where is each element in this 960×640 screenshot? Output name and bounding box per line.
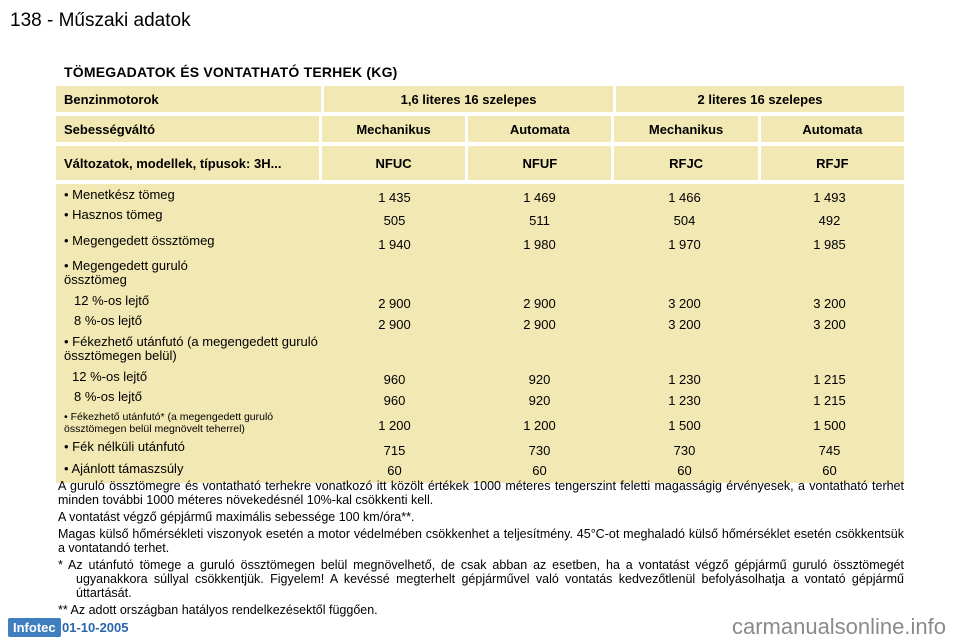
row-label: • Fékezhető utánfutó* (a megengedett guruló össztömegen belül megnövelt teherrel)	[64, 411, 274, 435]
note-footnote-2: ** Az adott országban hatályos rendelkezésektől függően.	[58, 603, 378, 617]
head-gearbox-3: Mechanikus	[611, 116, 757, 142]
table-row	[56, 187, 904, 207]
table-row	[56, 293, 904, 313]
table-row	[56, 207, 904, 233]
row-value: 1 500	[813, 417, 846, 433]
table-row	[56, 233, 904, 255]
row-value: 60	[677, 462, 692, 478]
head-engine-20: 2 literes 16 szelepes	[613, 86, 904, 112]
head-engine-label: Benzinmotorok	[64, 91, 159, 107]
row-value: 920	[528, 392, 551, 408]
head-variant-2: NFUF	[465, 146, 611, 180]
row-value: 1 500	[668, 417, 701, 433]
row-value: 1 466	[668, 189, 701, 205]
head-variant-3: RFJC	[611, 146, 757, 180]
head-gearbox-2: Automata	[465, 116, 611, 142]
row-value: 60	[532, 462, 547, 478]
note-temperature: Magas külső hőmérsékleti viszonyok esetén a motor védelmében csökkenhet a teljesítmény. 45°C-ot meghaladó külső hőmérséklet esetén csökkentsük a vontatandó terhet.	[58, 527, 904, 555]
table-row	[56, 313, 904, 335]
row-label: • Fékezhető utánfutó (a megengedett guruló össztömegen belül)	[64, 334, 318, 363]
edition-date: 01-10-2005	[62, 620, 129, 635]
head-gearbox-label: Sebességváltó	[64, 121, 156, 137]
row-label: 8 %-os lejtő	[74, 389, 142, 404]
footer	[6, 614, 956, 640]
row-value: 1 940	[378, 236, 411, 252]
head-gearbox-1: Mechanikus	[319, 116, 465, 142]
table-body	[56, 184, 904, 483]
table-head-row-engine	[56, 86, 904, 112]
row-value: 2 900	[523, 295, 556, 311]
row-label: • Ajánlott támaszsúly	[64, 461, 184, 476]
row-value: 2 900	[378, 316, 411, 332]
row-value: 492	[818, 212, 841, 228]
row-value: 960	[383, 392, 406, 408]
table-row	[56, 369, 904, 389]
row-value: 3 200	[668, 316, 701, 332]
head-variant-1: NFUC	[319, 146, 465, 180]
infotec-logo: Infotec	[8, 618, 61, 637]
head-variant-4: RFJF	[758, 146, 904, 180]
row-value: 2 900	[523, 316, 556, 332]
row-value: 504	[673, 212, 696, 228]
row-value: 1 215	[813, 392, 846, 408]
head-variant-label: Változatok, modellek, típusok: 3H...	[64, 155, 282, 171]
watermark: carmanualsonline.info	[731, 614, 946, 639]
row-value: 511	[529, 212, 550, 228]
row-label: • Fék nélküli utánfutó	[64, 439, 185, 454]
row-value: 2 900	[378, 295, 411, 311]
table-row	[56, 389, 904, 411]
row-value: 960	[383, 371, 406, 387]
head-engine-16: 1,6 literes 16 szelepes	[321, 86, 613, 112]
row-value: 1 980	[523, 236, 556, 252]
row-label: 12 %-os lejtő	[74, 293, 150, 308]
row-label: • Hasznos tömeg	[64, 207, 163, 222]
row-value: 1 200	[378, 417, 411, 433]
table-row	[56, 255, 904, 293]
table-row	[56, 439, 904, 461]
row-label: • Menetkész tömeg	[64, 187, 175, 202]
row-value: 1 230	[668, 371, 701, 387]
note-altitude: A guruló össztömegre és vontatható terhekre vonatkozó itt közölt értékek 1000 méteres tengerszint feletti magasságig érvényesek, a vontatható terhet minden további 1000 méteres növekedésnél 10%-kal csökkenti kell.	[58, 479, 904, 507]
note-footnote-1: * Az utánfutó tömege a guruló össztömegen belül megnövelhető, de csak abban az esetben, ha a vontatást végző gépjármű guruló össztömegét ugyanakkora súllyal csökkentjük. Figyelem! A kevéssé megterhelt gépjárművel való vontatás kedvezőtlenül befolyásolhatja a vontató gépjármű úttartását.	[58, 558, 904, 600]
row-value: 1 970	[668, 236, 701, 252]
row-value: 505	[383, 212, 406, 228]
row-label: • Megengedett guruló össztömeg	[64, 258, 188, 287]
head-gearbox-4: Automata	[758, 116, 904, 142]
row-label: 12 %-os lejtő	[72, 369, 148, 384]
row-value: 1 493	[813, 189, 846, 205]
row-value: 745	[818, 442, 841, 458]
row-value: 60	[822, 462, 837, 478]
row-value: 3 200	[813, 295, 846, 311]
row-label: • Megengedett össztömeg	[64, 233, 215, 248]
page-header: 138 - Műszaki adatok	[10, 10, 191, 31]
row-value: 730	[528, 442, 551, 458]
weights-table	[56, 86, 904, 483]
table-row	[56, 335, 904, 369]
row-value: 1 200	[523, 417, 556, 433]
table-head-row-gearbox	[56, 116, 904, 142]
table-row	[56, 411, 904, 439]
row-label: 8 %-os lejtő	[74, 313, 142, 328]
table-head-row-variants	[56, 146, 904, 180]
notes	[58, 479, 904, 620]
row-value: 1 435	[378, 189, 411, 205]
row-value: 1 230	[668, 392, 701, 408]
row-value: 1 985	[813, 236, 846, 252]
row-value: 730	[673, 442, 696, 458]
row-value: 1 215	[813, 371, 846, 387]
row-value: 3 200	[668, 295, 701, 311]
table-row	[56, 461, 904, 479]
note-speed: A vontatást végző gépjármű maximális sebessége 100 km/óra**.	[58, 510, 415, 524]
row-value: 60	[387, 462, 402, 478]
section-title: TÖMEGADATOK ÉS VONTATHATÓ TERHEK (KG)	[64, 64, 398, 80]
row-value: 715	[383, 442, 406, 458]
row-value: 920	[528, 371, 551, 387]
row-value: 1 469	[523, 189, 556, 205]
row-value: 3 200	[813, 316, 846, 332]
